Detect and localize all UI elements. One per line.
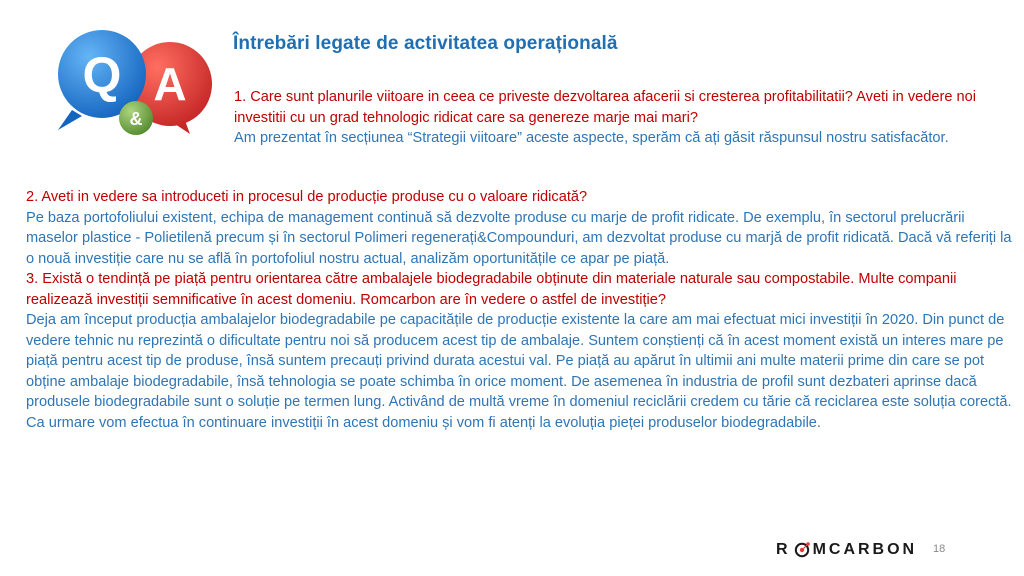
question-2: 2. Aveti in vedere sa introduceti in procesul de producție produse cu o valoare ridicată?: [26, 189, 588, 205]
answer-3: Deja am început producția ambalajelor biodegradabile pe capacitățile de producție existente la care am mai efectuat mici investiții în 2020. Din punct de vedere tehnic nu reprezintă o dificultate pentru noi să producem acest tip de ambalaje. Suntem conștienți că în acest moment există un interes mare pe piață pentru acest tip de produse, însă suntem precauți privind durata acestui val. Pe piață au apărut în ultimii ani multe materii prime din care se pot obține ambalaje biodegradabile, însă tehnologia se poate schimba în orice moment. De asemenea în industria de profil sunt dezbateri aprinse dacă produsele biodegradabile sunt o soluție pe termen lung. Activând de multă vreme în domeniul reciclării credem cu tărie că reciclarea este soluția corectă. Ca urmare vom efectua în continuare investiții în acest domeniu și vom fi atenți la evoluția pieței produselor biodegradabile.: [26, 312, 1012, 431]
brand-letter-r: R: [776, 541, 791, 558]
qa-bubbles-icon: [50, 22, 220, 140]
question-3: 3. Există o tendință pe piață pentru orientarea către ambalajele biodegradabile obținute din materiale naturale sau compostabile. Multe companii realizează investiții semnificative în acest domeniu. Romcarbon are în vedere o astfel de investiție?: [26, 271, 957, 308]
page-number: 18: [933, 543, 946, 555]
answer-1: Am prezentat în secțiunea “Strategii viitoare” aceste aspecte, sperăm că ați găsit răspunsul nostru satisfacător.: [234, 130, 949, 146]
a-letter: A: [153, 58, 187, 110]
slide-title: Întrebări legate de activitatea operațională: [233, 33, 618, 54]
qa-section-1: [234, 87, 1004, 149]
answer-2: Pe baza portofoliului existent, echipa de management continuă să dezvolte produse cu marje de profit ridicate. De exemplu, în sectorul prelucrării maselor plastice - Polietilenă precum și în sectorul Polimeri regenerați&Compounduri, am dezvoltat produse cu marjă de profit ridicată. Dacă vă referiți la o nouă investiție care nu se află în portofoliul nostru actual, analizăm oportunitățile ce apar pe piață.: [26, 209, 1012, 267]
brand-letters-rest: MCARBON: [812, 541, 918, 558]
romcarbon-logo: [776, 538, 917, 562]
qa-section-2-3: [26, 187, 1016, 433]
amp-bubble: [119, 101, 153, 135]
question-1: 1. Care sunt planurile viitoare in ceea ce priveste dezvoltarea afacerii si cresterea profitabilitatii? Aveti in vedere noi investitii cu un grad tehnologic ridicat care sa genereze marje mai mari?: [234, 89, 976, 126]
molecule-icon: [793, 541, 811, 559]
q-letter: Q: [82, 47, 122, 103]
amp-letter: &: [129, 109, 143, 129]
